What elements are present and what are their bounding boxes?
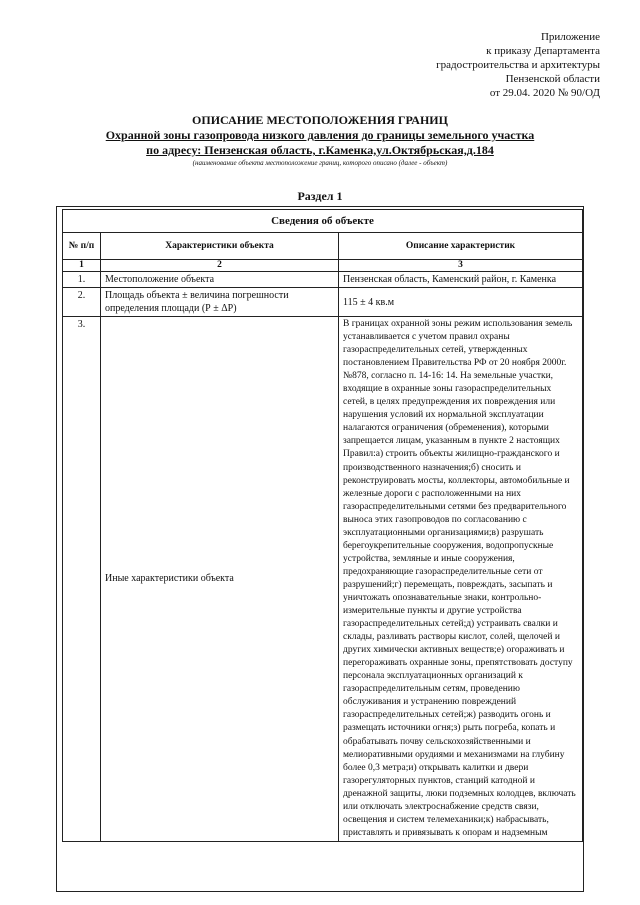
object-info-table xyxy=(62,209,583,842)
document-address: по адресу: Пензенская область, г.Каменка,ул.Октябрьская,д.184 xyxy=(146,143,494,157)
row-description: В границах охранной зоны режим использования земель устанавливается с учетом правил охраны газораспределительных сетей, утвержденных постановлением Правительства РФ от 20 ноября 2000г. №878, согласно п. 14-16: 14. На земельные участки, входящие в охранные зоны газораспределительных сетей, в целях предупреждения их повреждения или нарушения условий их нормальной эксплуатации налагаются ограничения (обременения), которыми запрещается лицам, указанным в пункте 2 настоящих Правил:а) строить объекты жилищно-гражданского и производственного назначения;б) сносить и реконструировать мосты, коллекторы, автомобильные и железные дороги с расположенными на них газораспределительными сетями без предварительного выноса этих газопроводов по согласованию с эксплуатационными организациями;в) разрушать берегоукрепительные сооружения, водопропускные устройства, земляные и иные сооружения, предохраняющие газораспределительные сети от разрушений;г) перемещать, повреждать, засыпать и уничтожать опознавательные знаки, контрольно-измерительные пункты и другие устройства газораспределительных сетей;д) устраивать свалки и склады, разливать растворы кислот, солей, щелочей и других химически активных веществ;е) огораживать и перегораживать охранные зоны, препятствовать доступу персонала эксплуатационных организаций к газораспределительным сетям, проведению обслуживания и устранению повреждений газораспределительных сетей;ж) разводить огонь и размещать источники огня;з) рыть погреба, копать и обрабатывать почву сельскохозяйственными и мелиоративными орудиями и механизмами на глубину более 0,3 метра;и) открывать калитки и двери газорегуляторных пунктов, станций катодной и дренажной защиты, люки подземных колодцев, включать или отключать электроснабжение средств связи, освещения и систем телемеханики;к) набрасывать, приставлять и привязывать к опорам и надземным xyxy=(339,317,583,842)
column-number: 3 xyxy=(339,260,583,272)
row-characteristic: Иные характеристики объекта xyxy=(101,317,339,842)
appendix-line: Пензенской области xyxy=(505,73,600,85)
appendix-line: градостроительства и архитектуры xyxy=(436,59,600,71)
appendix-block xyxy=(300,30,600,100)
table-row xyxy=(63,288,583,317)
header-number: № п/п xyxy=(63,233,101,260)
column-number-row xyxy=(63,260,583,272)
appendix-line: от 29.04. 2020 № 90/ОД xyxy=(489,87,600,99)
column-number: 2 xyxy=(101,260,339,272)
table-caption: Сведения об объекте xyxy=(63,210,583,233)
table-row xyxy=(63,272,583,288)
title-block xyxy=(40,113,600,168)
document-title: ОПИСАНИЕ МЕСТОПОЛОЖЕНИЯ ГРАНИЦ xyxy=(192,113,448,127)
header-description: Описание характеристик xyxy=(339,233,583,260)
row-description: 115 ± 4 кв.м xyxy=(339,288,583,317)
appendix-line: к приказу Департамента xyxy=(486,45,600,57)
row-characteristic: Площадь объекта ± величина погрешности определения площади (Р ± ΔР) xyxy=(101,288,339,317)
document-caption: (наименование объекта местоположение границ, которого описано (далее - объект) xyxy=(192,159,448,167)
row-description: Пензенская область, Каменский район, г. Каменка xyxy=(339,272,583,288)
appendix-line: Приложение xyxy=(540,31,600,43)
table-header-row xyxy=(63,233,583,260)
row-characteristic: Местоположение объекта xyxy=(101,272,339,288)
table-row xyxy=(63,317,583,842)
column-number: 1 xyxy=(63,260,101,272)
table-caption-row xyxy=(63,210,583,233)
section-title: Раздел 1 xyxy=(297,189,343,203)
header-characteristic: Характеристики объекта xyxy=(101,233,339,260)
document-subtitle: Охранной зоны газопровода низкого давления до границы земельного участка xyxy=(105,128,535,142)
row-number: 1. xyxy=(63,272,101,288)
row-number: 3. xyxy=(63,317,101,842)
row-number: 2. xyxy=(63,288,101,317)
